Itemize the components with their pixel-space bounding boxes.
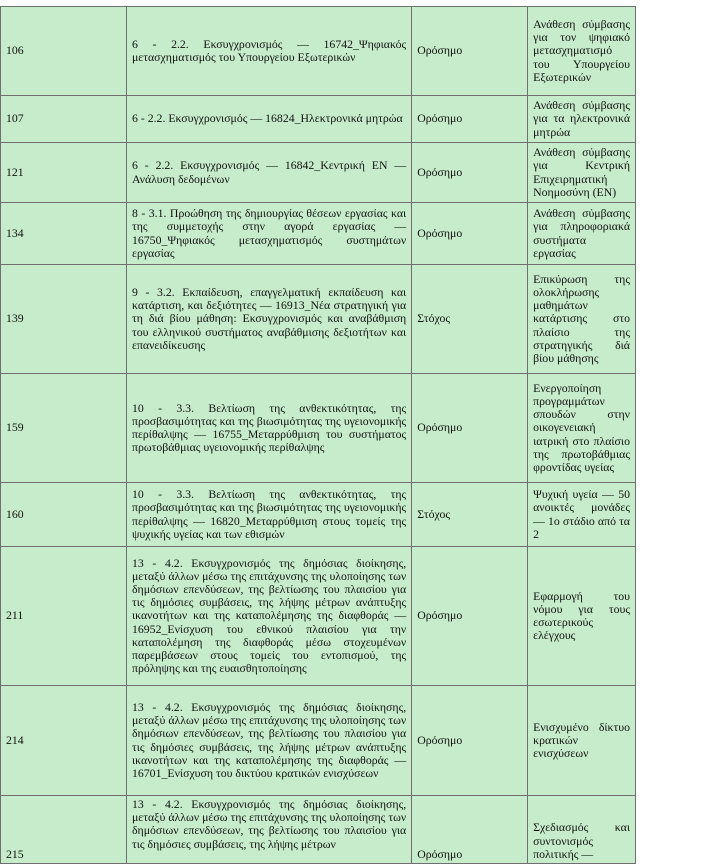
measure-description: 13 - 4.2. Εκσυγχρονισμός της δημόσιας διοίκησης, μεταξύ άλλων μέσω της επιτάχυνσης της υλοποίησης των δημόσιων επενδύσεων, της βελτίωσης του πλαισίου για τις δημόσιες συμβάσεις, της λήψης μέτρων ανάπτυξης ικανοτήτων και της καταπολέμησης της διαφθοράς — 16701_Ενίσχυση του δικτύου κρατικών ενισχύσεων (126, 686, 411, 796)
measure-type: Στόχος (412, 265, 528, 374)
measure-type: Ορόσημο (412, 203, 528, 265)
measure-description: 10 - 3.3. Βελτίωση της ανθεκτικότητας, της προσβασιμότητας και της βιωσιμότητας της υγειονομικής περίθαλψης — 16820_Μεταρρύθμιση στους τομείς της ψυχικής υγείας και των εθισμών (126, 483, 411, 547)
row-number: 159 (1, 374, 127, 483)
measure-type: Ορόσημο (412, 796, 528, 864)
measure-result: Σχεδιασμός και συντονισμός πολιτικής — (528, 796, 636, 864)
measure-type: Ορόσημο (412, 7, 528, 96)
measure-result: Επικύρωση της ολοκλήρωσης μαθημάτων κατάρτισης στο πλαίσιο της στρατηγικής διά βίου μάθησης (528, 265, 636, 374)
measure-type: Ορόσημο (412, 96, 528, 143)
measure-type: Ορόσημο (412, 143, 528, 203)
measure-result: Ψυχική υγεία — 50 ανοικτές μονάδες — 1ο στάδιο από τα 2 (528, 483, 636, 547)
row-number: 214 (1, 686, 127, 796)
row-number: 106 (1, 7, 127, 96)
measure-description: 13 - 4.2. Εκσυγχρονισμός της δημόσιας διοίκησης, μεταξύ άλλων μέσω της επιτάχυνσης της υλοποίησης των δημόσιων επενδύσεων, της βελτίωσης του πλαισίου για τις δημόσιες συμβάσεις, της λήψης μέτρων (126, 796, 411, 864)
measure-description: 13 - 4.2. Εκσυγχρονισμός της δημόσιας διοίκησης, μεταξύ άλλων μέσω της επιτάχυνσης της υλοποίησης των δημόσιων επενδύσεων, της βελτίωσης του πλαισίου για τις δημόσιες συμβάσεις, της λήψης μέτρων ανάπτυξης ικανοτήτων και της καταπολέμησης της διαφθοράς — 16952_Ενίσχυση του εθνικού πλαισίου για την καταπολέμηση της διαφθοράς μέσω στοχευμένων παρεμβάσεων στους τομείς του εντοπισμού, της πρόληψης και της ευαισθητοποίησης (126, 547, 411, 686)
measure-result: Εφαρμογή του νόμου για τους εσωτερικούς ελέγχους (528, 547, 636, 686)
row-number: 139 (1, 265, 127, 374)
measure-result: Ενισχυμένο δίκτυο κρατικών ενισχύσεων (528, 686, 636, 796)
measure-result: Ανάθεση σύμβασης για πληροφοριακά συστήματα εργασίας (528, 203, 636, 265)
row-number: 134 (1, 203, 127, 265)
table-row (1, 686, 636, 796)
table-row (1, 374, 636, 483)
table-row (1, 203, 636, 265)
measure-result: Ενεργοποίηση προγραμμάτων σπουδών στην οικογενειακή ιατρική στο πλαίσιο της πρωτοβάθμιας φροντίδας υγείας (528, 374, 636, 483)
row-number: 121 (1, 143, 127, 203)
measure-description: 6 - 2.2. Εκσυγχρονισμός — 16842_Κεντρική ΕΝ — Ανάλυση δεδομένων (126, 143, 411, 203)
row-number: 211 (1, 547, 127, 686)
measure-type: Ορόσημο (412, 547, 528, 686)
table-row (1, 483, 636, 547)
table-row (1, 96, 636, 143)
row-number: 215 (1, 796, 127, 864)
measure-description: 10 - 3.3. Βελτίωση της ανθεκτικότητας, της προσβασιμότητας και της βιωσιμότητας της υγειονομικής περίθαλψης — 16755_Μεταρρύθμιση του συστήματος πρωτοβάθμιας υγειονομικής περίθαλψης (126, 374, 411, 483)
measure-result: Ανάθεση σύμβασης για Κεντρική Επιχειρηματική Νοημοσύνη (ΕΝ) (528, 143, 636, 203)
table-row (1, 7, 636, 96)
measure-result: Ανάθεση σύμβασης για τα ηλεκτρονικά μητρώα (528, 96, 636, 143)
measure-type: Ορόσημο (412, 686, 528, 796)
measure-description: 8 - 3.1. Προώθηση της δημιουργίας θέσεων εργασίας και της συμμετοχής στην αγορά εργασίας — 16750_Ψηφιακός μετασχηματισμός συστημάτων εργασίας (126, 203, 411, 265)
measure-description: 9 - 3.2. Εκπαίδευση, επαγγελματική εκπαίδευση και κατάρτιση, και δεξιότητες — 16913_Νέα στρατηγική για τη διά βίου μάθηση: Εκσυγχρονισμός και αναβάθμιση του ελληνικού συστήματος αναβάθμισης δεξιοτήτων και επανειδίκευσης (126, 265, 411, 374)
table-row (1, 796, 636, 864)
measure-type: Στόχος (412, 483, 528, 547)
measure-type: Ορόσημο (412, 374, 528, 483)
table-row (1, 265, 636, 374)
measure-description: 6 - 2.2. Εκσυγχρονισμός — 16824_Ηλεκτρονικά μητρώα (126, 96, 411, 143)
row-number: 160 (1, 483, 127, 547)
row-number: 107 (1, 96, 127, 143)
table-row (1, 547, 636, 686)
measure-result: Ανάθεση σύμβασης για τον ψηφιακό μετασχηματισμό του Υπουργείου Εξωτερικών (528, 7, 636, 96)
measure-description: 6 - 2.2. Εκσυγχρονισμός — 16742_Ψηφιακός μετασχηματισμός του Υπουργείου Εξωτερικών (126, 7, 411, 96)
table-row (1, 143, 636, 203)
milestones-table (0, 6, 636, 864)
